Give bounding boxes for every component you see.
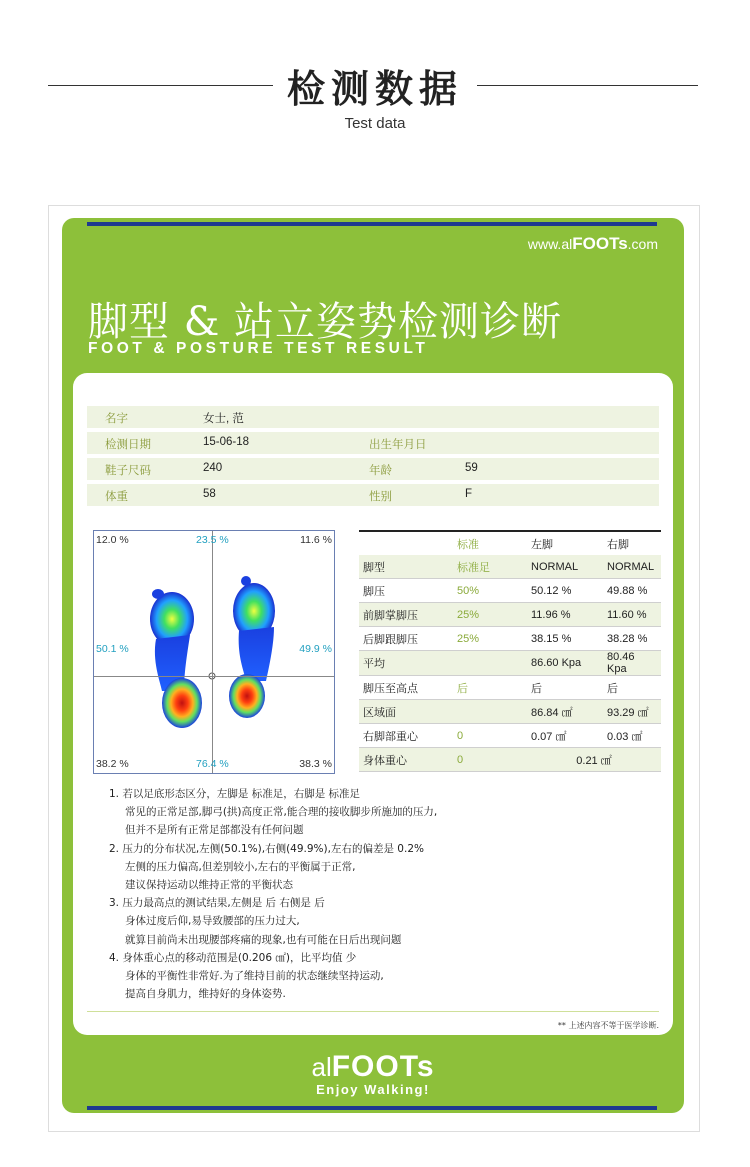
row-label: 脚型 bbox=[359, 555, 453, 579]
row-left: NORMAL bbox=[527, 555, 603, 579]
section-title: 检测数据 bbox=[286, 67, 463, 111]
row-label: 脚压至高点 bbox=[359, 676, 453, 700]
row-right: NORMAL bbox=[603, 555, 661, 579]
note-item bbox=[109, 840, 649, 895]
website-suffix: .com bbox=[627, 236, 658, 252]
pct-mid-left: 50.1 % bbox=[96, 643, 129, 655]
gender-label: 性别 bbox=[369, 489, 392, 503]
alfoots-logo bbox=[62, 1050, 684, 1084]
row-standard: 标准足 bbox=[453, 555, 527, 579]
table-row bbox=[359, 651, 661, 676]
row-left: 11.96 % bbox=[527, 603, 603, 627]
row-label: 区域面 bbox=[359, 700, 453, 724]
note-line: 常见的正常足部,脚弓(拱)高度正常,能合理的接收脚步所施加的压力, bbox=[125, 806, 438, 819]
website-url[interactable] bbox=[528, 234, 658, 254]
pct-bottom-right: 38.3 % bbox=[299, 758, 332, 770]
row-left: 50.12 % bbox=[527, 579, 603, 603]
top-blue-bar bbox=[87, 222, 657, 226]
name-value: 女士, 范 bbox=[203, 413, 244, 425]
row-label: 右脚部重心 bbox=[359, 724, 453, 748]
note-line: 1. 若以足底形态区分，左脚是 标准足，右脚是 标准足 bbox=[109, 788, 361, 800]
foot-pressure-map bbox=[93, 530, 335, 774]
pct-bottom-center: 76.4 % bbox=[196, 758, 229, 770]
right-heel-zone bbox=[229, 674, 265, 718]
logo-brand: FOOTs bbox=[331, 1050, 435, 1083]
vertical-axis bbox=[212, 531, 213, 773]
header-empty bbox=[359, 531, 453, 555]
row-right: 93.29 ㎠ bbox=[603, 700, 661, 724]
table-row bbox=[359, 627, 661, 651]
note-line: 2. 压力的分布状况,左侧(50.1%),右侧(49.9%),左右的偏差是 0.2% bbox=[109, 842, 424, 855]
row-right: 38.28 % bbox=[603, 627, 661, 651]
header-left-foot: 左脚 bbox=[531, 538, 553, 551]
row-left: 0.07 ㎠ bbox=[527, 724, 603, 748]
pressure-heatmap bbox=[94, 531, 334, 773]
row-label: 脚压 bbox=[359, 579, 453, 603]
section-subtitle: Test data bbox=[344, 115, 406, 132]
note-line: 身体过度后仰,易导致腰部的压力过大, bbox=[125, 915, 300, 928]
shoe-value: 240 bbox=[203, 462, 223, 474]
table-row bbox=[359, 579, 661, 603]
note-line: 但并不是所有正常足部都没有任何问题 bbox=[125, 824, 304, 837]
note-line: 身体的平衡性非常好.为了维持目前的状态继续坚持运动, bbox=[125, 970, 384, 983]
row-both: 0.21 ㎠ bbox=[527, 748, 661, 772]
row-standard: 50% bbox=[453, 579, 527, 603]
pct-top-center: 23.5 % bbox=[196, 534, 229, 546]
age-label: 年龄 bbox=[369, 463, 392, 477]
pct-top-left: 12.0 % bbox=[96, 534, 129, 546]
row-standard bbox=[453, 700, 527, 724]
results-table bbox=[359, 530, 661, 772]
info-row-shoe bbox=[87, 458, 659, 480]
note-item bbox=[109, 894, 649, 949]
note-line: 建议保持运动以维持正常的平衡状态 bbox=[125, 879, 293, 892]
row-left: 后 bbox=[527, 676, 603, 700]
note-line: 4. 身体重心点的移动范围是(0.206 ㎠)，比平均值 少 bbox=[109, 951, 357, 964]
header-right-foot: 右脚 bbox=[607, 538, 629, 551]
gender-value: F bbox=[465, 488, 473, 500]
note-line: 就算目前尚未出现腰部疼痛的现象,也有可能在日后出现问题 bbox=[125, 933, 402, 946]
row-left: 86.60 Kpa bbox=[527, 651, 603, 676]
table-row bbox=[359, 676, 661, 700]
pct-top-right: 11.6 % bbox=[300, 534, 332, 546]
report-card bbox=[62, 218, 684, 1113]
row-right: 11.60 % bbox=[603, 603, 661, 627]
report-panel bbox=[73, 373, 673, 1035]
row-left: 38.15 % bbox=[527, 627, 603, 651]
row-label: 后脚跟脚压 bbox=[359, 627, 453, 651]
bottom-blue-bar bbox=[87, 1106, 657, 1110]
info-row-name bbox=[87, 406, 659, 428]
row-right: 80.46 Kpa bbox=[603, 651, 661, 676]
info-row-weight bbox=[87, 484, 659, 506]
birth-label: 出生年月日 bbox=[369, 437, 427, 451]
note-line: 提高自身肌力，维持好的身体姿势. bbox=[125, 988, 286, 1001]
header-standard: 标准 bbox=[457, 538, 479, 551]
notes-divider bbox=[87, 1011, 659, 1012]
date-value: 15-06-18 bbox=[203, 436, 250, 448]
left-toe-zone bbox=[152, 589, 164, 599]
note-item bbox=[109, 949, 649, 1004]
table-row bbox=[359, 603, 661, 627]
info-row-date bbox=[87, 432, 659, 454]
row-label: 前脚掌脚压 bbox=[359, 603, 453, 627]
row-left: 86.84 ㎠ bbox=[527, 700, 603, 724]
row-standard bbox=[453, 651, 527, 676]
row-right: 0.03 ㎠ bbox=[603, 724, 661, 748]
results-header-row bbox=[359, 531, 661, 555]
report-title-en: FOOT & POSTURE TEST RESULT bbox=[88, 340, 429, 357]
note-line: 左侧的压力偏高,但差别较小,左右的平衡属于正常, bbox=[125, 860, 356, 873]
row-standard: 0 bbox=[453, 724, 527, 748]
note-line: 3. 压力最高点的测试结果,左侧是 后 右侧是 后 bbox=[109, 897, 325, 910]
weight-label: 体重 bbox=[105, 489, 128, 503]
row-standard: 0 bbox=[453, 748, 527, 772]
horizontal-axis bbox=[94, 676, 334, 677]
age-value: 59 bbox=[465, 462, 478, 474]
website-brand: FOOTs bbox=[572, 234, 628, 253]
report-title-cn: 脚型 & 站立姿势检测诊断 bbox=[88, 299, 563, 345]
row-right: 后 bbox=[603, 676, 661, 700]
left-heel-zone bbox=[162, 678, 202, 728]
table-row bbox=[359, 555, 661, 579]
row-label: 平均 bbox=[359, 651, 453, 676]
website-prefix: www.al bbox=[527, 236, 573, 252]
note-item bbox=[109, 785, 649, 840]
row-standard: 后 bbox=[453, 676, 527, 700]
diagnosis-notes bbox=[109, 785, 649, 1003]
right-toe-zone bbox=[241, 576, 251, 586]
logo-prefix: al bbox=[311, 1052, 332, 1082]
brand-tagline: Enjoy Walking! bbox=[316, 1082, 430, 1097]
right-arch-zone bbox=[239, 627, 274, 681]
pct-mid-right: 49.9 % bbox=[299, 643, 332, 655]
row-label: 身体重心 bbox=[359, 748, 453, 772]
pct-bottom-left: 38.2 % bbox=[96, 758, 129, 770]
table-row bbox=[359, 724, 661, 748]
row-standard: 25% bbox=[453, 603, 527, 627]
weight-value: 58 bbox=[203, 488, 216, 500]
row-standard: 25% bbox=[453, 627, 527, 651]
date-label: 检测日期 bbox=[105, 437, 151, 451]
table-row bbox=[359, 748, 661, 772]
shoe-label: 鞋子尺码 bbox=[105, 463, 151, 477]
row-right: 49.88 % bbox=[603, 579, 661, 603]
name-label: 名字 bbox=[105, 411, 128, 425]
table-row bbox=[359, 700, 661, 724]
medical-disclaimer: ** 上述内容不等于医学诊断. bbox=[557, 1021, 659, 1030]
